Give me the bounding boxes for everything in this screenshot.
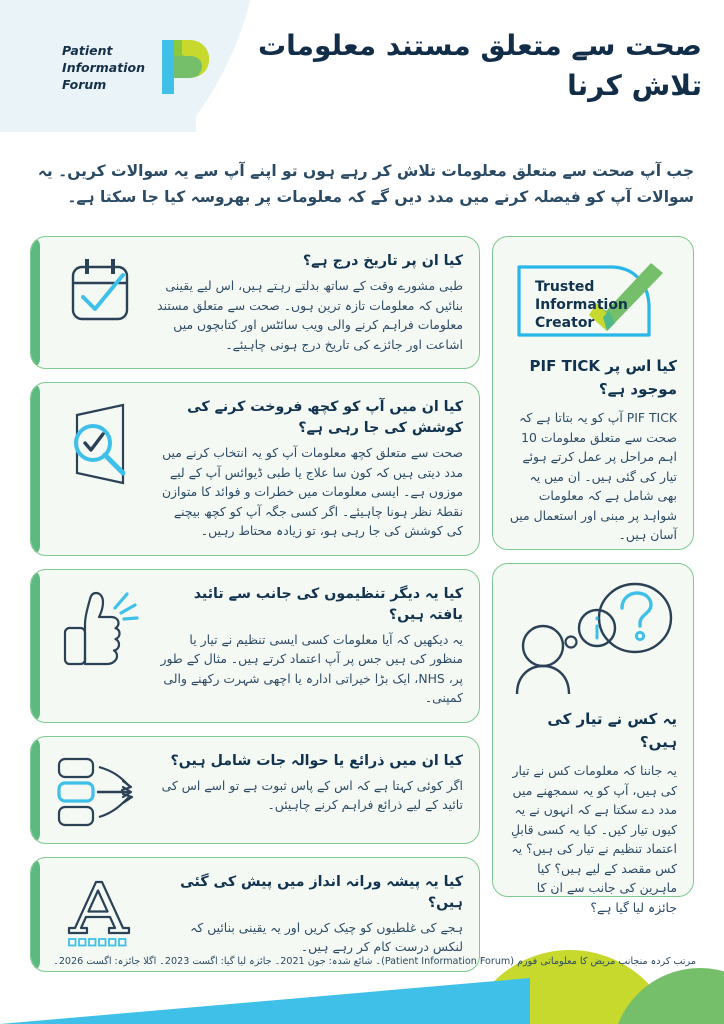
card-title: کیا یہ دیگر تنظیموں کی جانب سے تائید یافتہ ہیں؟ (193, 585, 463, 623)
panel-title: کیا اس پر PIF TICK موجود ہے؟ (529, 357, 677, 398)
pif-tick-line-3: Creator (535, 315, 595, 331)
panel-body: PIF TICK آپ کو یہ بتاتا ہے کہ صحت سے متعلق معلومات 10 اہم مراحل پر عمل کرتے ہوئے تیار کی گئی ہیں۔ ان میں یہ بھی شامل ہے کہ معلومات شواہد پر مبنی اور استعمال میں آسان ہیں۔ (509, 410, 677, 542)
footer-note: مرتب کردہ منجانب مریض کا معلوماتی فورم (Patient Information Forum)۔ شائع شدہ: جون 2021۔ جائزہ لیا گیا: اگست 2023۔ اگلا جائزہ: اگست 2026۔ (53, 956, 696, 967)
logo-line-3: Forum (62, 76, 107, 92)
sources-arrows-icon (53, 751, 145, 829)
question-card-selling (30, 382, 480, 556)
thumbs-up-icon (53, 584, 145, 670)
card-body: صحت سے متعلق کچھ معلومات آپ کو یہ انتخاب کرنے میں مدد دیتی ہیں کہ کون سا علاج یا طبی ڈیوائس آپ کے لیے موزوں ہے۔ ایسی معلومات میں خطرات و فوائد کا متوازن نقطۂ نظر ہونا چاہیئے۔ اگر کسی جگہ آپ کو کچھ بیچنے کی کوشش کی جا رہی ہو، تو زیادہ محتاط رہیں۔ (161, 445, 463, 538)
letter-a-icon (53, 872, 145, 948)
question-card-sources (30, 736, 480, 844)
card-body: طبی مشورے وقت کے ساتھ بدلتے رہتے ہیں، اس لیے یقینی بنائیں کہ معلومات تازہ ترین ہوں۔ صحت سے متعلق مستند معلومات فراہم کرنے والی ویب سائٹس اور کتابچوں میں اشاعت اور جائزے کی تاریخ درج ہونی چاہیئے۔ (157, 278, 463, 352)
pif-logo (45, 36, 210, 98)
magnifier-check-icon (53, 397, 145, 489)
card-body: اگر کوئی کہتا ہے کہ اس کے پاس ثبوت ہے تو اسے اس کی تائید کے لیے ذرائع فراہم کرنے چاہیئں۔ (161, 777, 463, 812)
card-title: کیا یہ پیشہ ورانہ انداز میں پیش کی گئی ہیں؟ (180, 873, 463, 911)
intro-paragraph: جب آپ صحت سے متعلق معلومات تلاش کر رہے ہوں تو اپنے آپ سے یہ سوالات کریں۔ یہ سوالات آپ کو فیصلہ کرنے میں مدد دیں گے کہ معلومات پر بھروسہ کیا جا سکتا ہے۔ (37, 162, 694, 206)
question-card-endorsed (30, 569, 480, 723)
pif-logo-mark (158, 36, 210, 98)
question-card-date (30, 236, 480, 369)
card-title: کیا ان میں آپ کو کچھ فروخت کرنے کی کوشش کی جا رہی ہے؟ (187, 399, 463, 436)
logo-line-2: Information (62, 59, 145, 75)
pif-tick-panel (492, 236, 694, 550)
left-column (30, 236, 480, 985)
right-column (492, 236, 694, 915)
pif-tick-line-1: Trusted (535, 279, 595, 295)
panel-body: یہ جاننا کہ معلومات کس نے تیار کی ہیں، آپ کو یہ سمجھنے میں مدد دے سکتا ہے کہ انہوں نے یہ کیوں تیار کیں۔ کیا یہ کسی قابلِ اعتماد تنظیم نے تیار کی ہیں؟ یہ کس مقصد کے لیے ہیں؟ کیا ماہرین کی جانب سے ان کا جائزہ لیا گیا ہے؟ (511, 763, 677, 915)
person-question-icon (509, 580, 677, 698)
panel-title: یہ کس نے تیار کی ہیں؟ (547, 710, 677, 751)
card-title: کیا ان میں ذرائع یا حوالہ جات شامل ہیں؟ (170, 752, 463, 769)
pif-tick-line-2: Information (535, 297, 628, 313)
pif-tick-logo (511, 255, 677, 345)
card-title: کیا ان پر تاریخ درج ہے؟ (302, 253, 463, 269)
who-made-it-panel (492, 563, 694, 915)
page-title: صحت سے متعلق مستند معلومات تلاش کرنا (257, 29, 702, 102)
pif-logo-wordmark (62, 42, 145, 93)
logo-line-1: Patient (62, 42, 113, 58)
page-header (0, 0, 724, 140)
card-body: ہجے کی غلطیوں کو چیک کریں اور یہ یقینی بنائیں کہ لنکس درست کام کر رہے ہیں۔ (190, 919, 463, 954)
card-body: یہ دیکھیں کہ آیا معلومات کسی ایسی تنظیم نے تیار یا منظور کی ہیں جس پر آپ اعتماد کرتے ہیں۔ مثال کے طور پر، NHS، ایک بڑا خیراتی ادارہ یا اچھی شہرت رکھنے والی کمپنی۔ (160, 631, 463, 705)
calendar-check-icon (53, 251, 145, 329)
